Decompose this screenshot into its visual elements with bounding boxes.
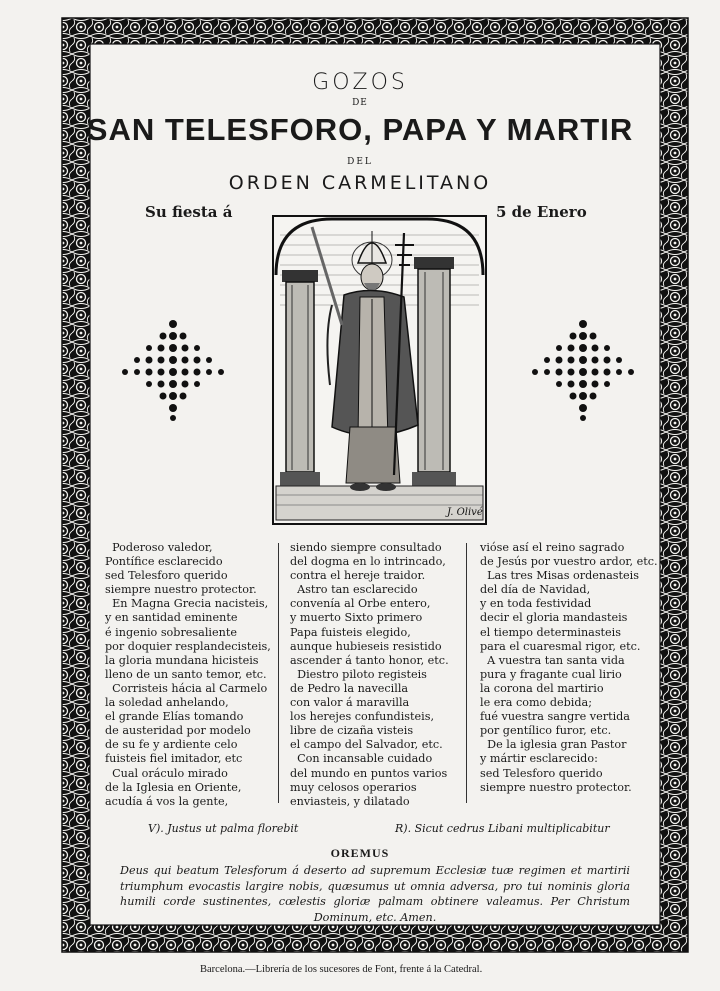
verse-line: la corona del martirio: [480, 681, 604, 695]
verse-line: la soledad anhelando,: [105, 696, 229, 710]
feast-label-left: Su fiesta á: [145, 203, 233, 221]
verse-line: sed Telesforo querido: [480, 766, 603, 780]
verse-line: Las tres Misas ordenasteis: [480, 569, 639, 583]
verse-line: el grande Elías tomando: [105, 710, 244, 724]
verse-line: contra el hereje traidor.: [290, 569, 426, 583]
title-gozos: GOZOS: [312, 70, 408, 95]
cross-ornament-left: [118, 316, 228, 422]
verse-line: del dogma en lo intrincado,: [290, 555, 446, 569]
verse-line: Astro tan esclarecido: [290, 583, 418, 597]
verse-line: del mundo en puntos varios: [290, 766, 448, 780]
verse-line: de la Iglesia en Oriente,: [105, 780, 242, 794]
verse-line: el tiempo determinasteis: [480, 625, 621, 639]
verse-line: fué vuestra sangre vertida: [480, 710, 630, 724]
verse-line: los herejes confundisteis,: [290, 710, 435, 724]
verse-line: de Pedro la navecilla: [290, 681, 409, 695]
verse-line: Cual oráculo mirado: [105, 766, 228, 780]
column-divider-1: [278, 543, 279, 803]
verse-column-3: [480, 541, 658, 795]
verse-line: enviasteis, y dilatado: [290, 794, 410, 808]
order-title: ORDEN CARMELITANO: [228, 172, 492, 194]
verse-line: pura y fragante cual lirio: [480, 667, 622, 681]
verse-line: de Jesús por vuestro ardor, etc.: [480, 555, 658, 569]
verse-line: Diestro piloto registeis: [290, 667, 427, 681]
verse-line: y muerto Sixto primero: [290, 611, 423, 625]
verse-line: vióse así el reino sagrado: [480, 541, 625, 554]
versicle-line: V). Justus ut palma florebit: [148, 822, 299, 835]
verse-line: muy celosos operarios: [290, 780, 417, 794]
verse-line: Corristeis hácia al Carmelo: [105, 681, 268, 695]
verse-line: Papa fuisteis elegido,: [290, 625, 411, 639]
verse-line: libre de cizaña visteis: [290, 724, 414, 738]
verse-line: convenía al Orbe entero,: [290, 597, 431, 611]
verse-line: A vuestra tan santa vida: [480, 653, 625, 667]
right-column-engraving: [412, 257, 456, 486]
verse-line: de su fe y ardiente celo: [105, 738, 238, 752]
left-column-engraving: [280, 270, 320, 486]
verse-line: para el cuaresmal rigor, etc.: [480, 639, 641, 653]
verse-line: siendo siempre consultado: [290, 541, 442, 554]
verse-line: siempre nuestro protector.: [105, 583, 257, 597]
printer-footer: Barcelona.—Librería de los sucesores de Font, frente á la Catedral.: [200, 964, 483, 975]
verse-line: Con incansable cuidado: [290, 752, 433, 766]
verse-line: la gloria mundana hicisteis: [105, 653, 259, 667]
verse-line: acudía á vos la gente,: [105, 794, 229, 808]
title-del: DEL: [347, 157, 373, 167]
cross-ornament-right: [528, 316, 638, 422]
verse-line: el campo del Salvador, etc.: [290, 738, 443, 752]
saint-engraving: [272, 215, 487, 525]
column-divider-2: [466, 543, 467, 803]
verse-line: decir el gloria mandasteis: [480, 611, 628, 625]
verse-line: aunque hubieseis resistido: [290, 639, 442, 653]
oremus-heading: OREMUS: [330, 846, 390, 860]
title-de: DE: [352, 98, 368, 108]
verse-line: é ingenio sobresaliente: [105, 625, 237, 639]
verse-line: con valor á maravilla: [290, 696, 410, 710]
verse-line: lleno de un santo temor, etc.: [105, 667, 267, 681]
verse-column-1: [105, 541, 271, 809]
verse-line: ascender á tanto honor, etc.: [290, 653, 449, 667]
prayer-text: Deus qui beatum Telesforum á deserto ad supremum Ecclesiæ tuæ regimen et martirii triumphum evocastis largire nobis, quæsumus ut omnia adversa, pro tui nominis gloria humili corde sustinentes, cœlestis gloriæ palmam obtinere valeamus. Per Christum Dominum, etc. Amen.: [120, 864, 630, 924]
verse-line: y mártir esclarecido:: [480, 752, 598, 766]
verse-line: le era como debida;: [480, 696, 592, 710]
verse-column-2: [290, 541, 449, 809]
saint-name-title: SAN TELESFORO, PAPA Y MARTIR: [86, 112, 634, 147]
response-line: R). Sicut cedrus Libani multiplicabitur: [395, 822, 610, 835]
verse-line: por gentílico furor, etc.: [480, 724, 612, 738]
verse-line: fuisteis fiel imitador, etc: [105, 752, 243, 766]
verse-line: y en toda festividad: [480, 597, 592, 611]
feast-date-right: 5 de Enero: [496, 203, 587, 221]
verse-line: De la iglesia gran Pastor: [480, 738, 627, 752]
verse-line: y en santidad eminente: [105, 611, 238, 625]
verse-line: del día de Navidad,: [480, 583, 591, 597]
verse-line: En Magna Grecia nacisteis,: [105, 597, 269, 611]
engraver-signature: J. Olivé: [447, 507, 483, 518]
verse-line: siempre nuestro protector.: [480, 780, 632, 794]
verse-line: por doquier resplandecisteis,: [105, 639, 271, 653]
verse-line: Poderoso valedor,: [105, 541, 213, 554]
verse-line: de austeridad por modelo: [105, 724, 251, 738]
verse-line: Pontífice esclarecido: [105, 555, 223, 569]
verse-line: sed Telesforo querido: [105, 569, 228, 583]
